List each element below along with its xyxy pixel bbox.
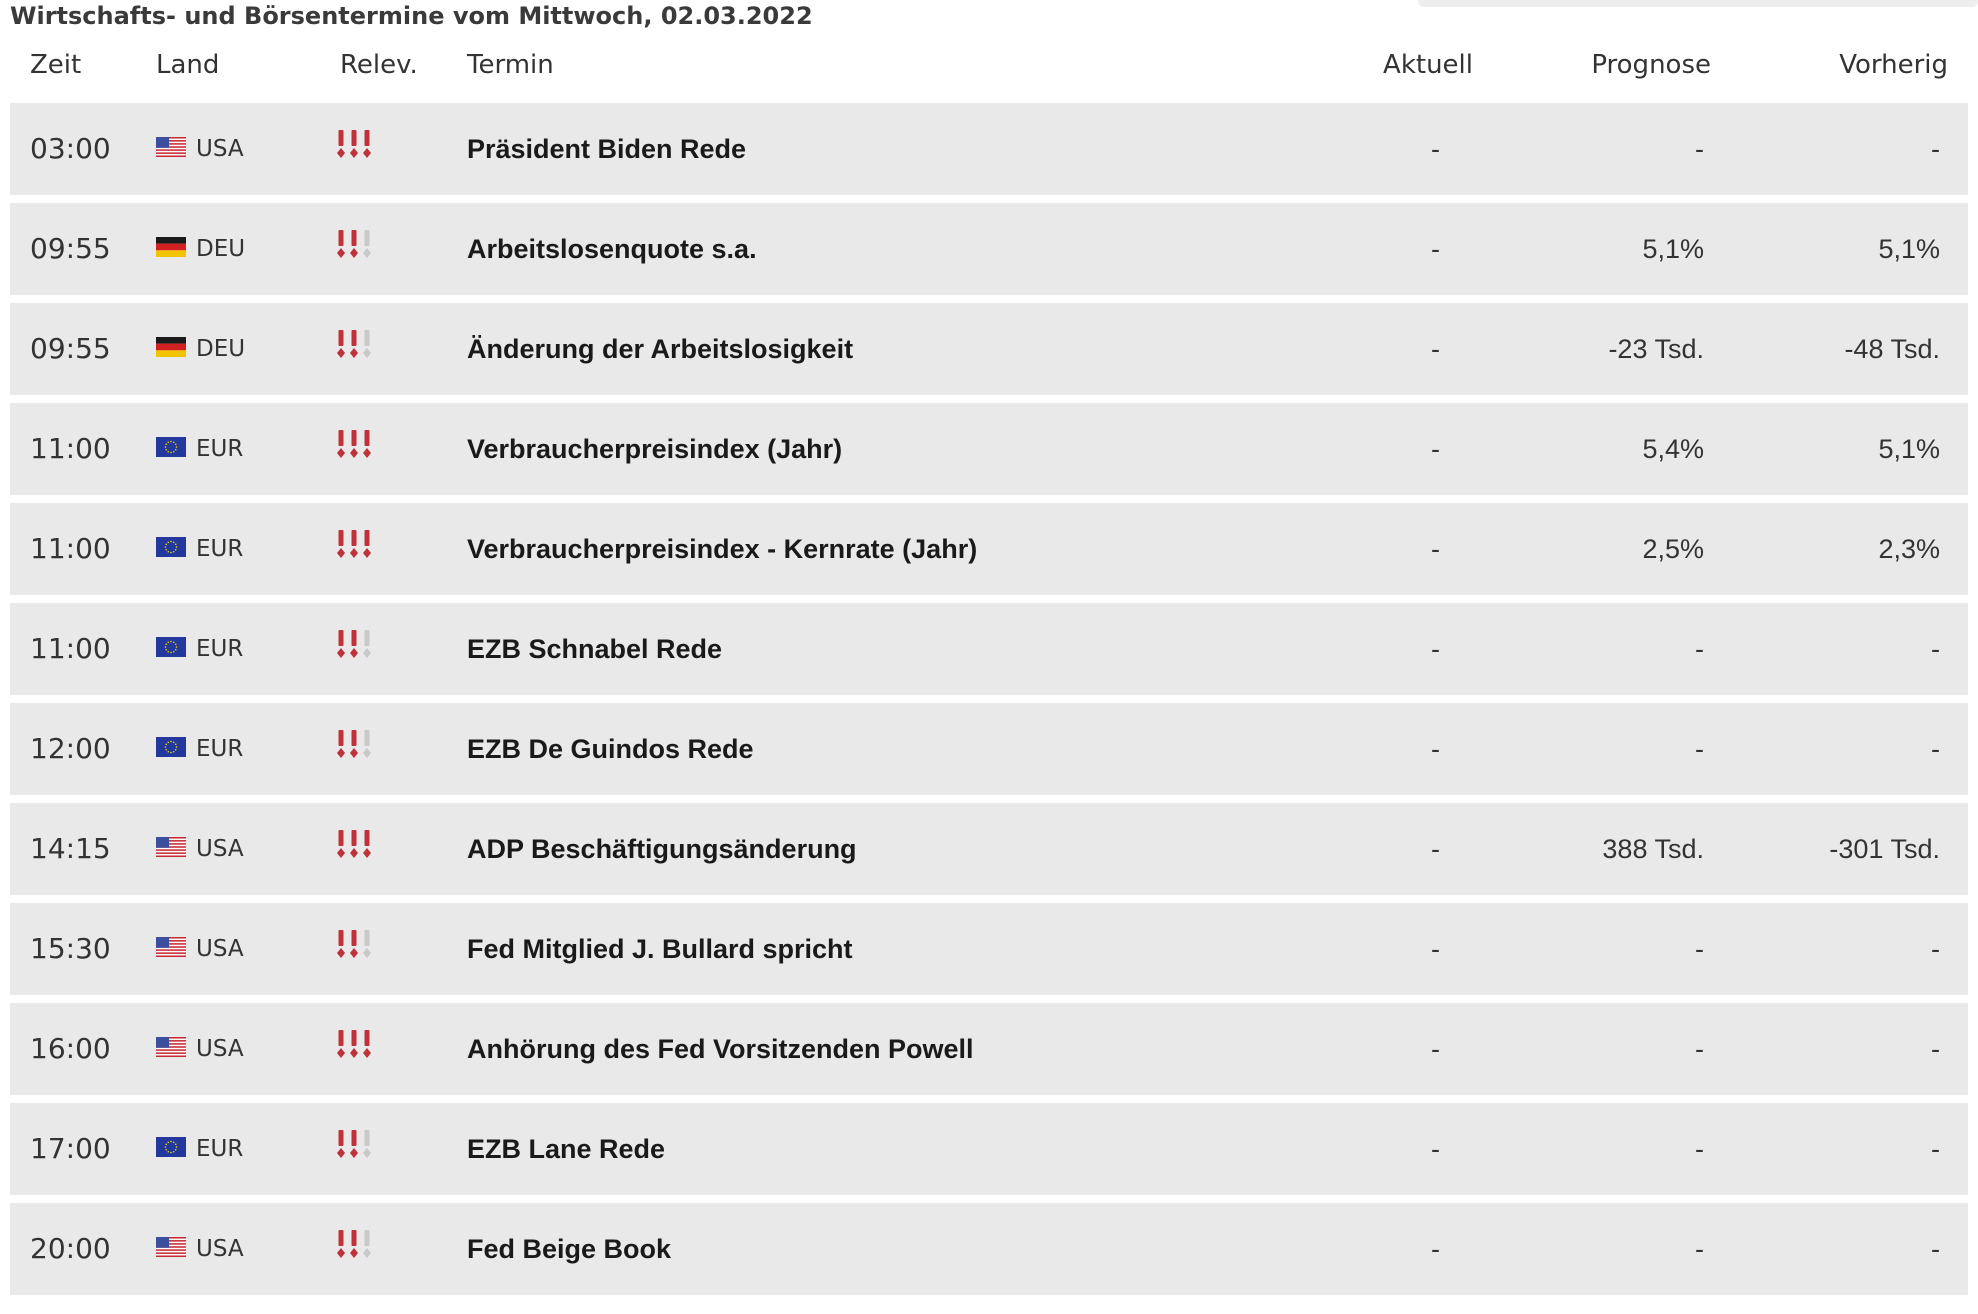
forecast-value: - [1695, 1034, 1704, 1064]
event-title: EZB Lane Rede [467, 1134, 666, 1164]
time-cell: 03:00 [30, 132, 111, 165]
eu-flag-icon [156, 737, 188, 759]
previous-value: -301 Tsd. [1829, 834, 1940, 864]
table-row[interactable] [10, 1103, 1968, 1195]
previous-value: - [1931, 1234, 1940, 1264]
forecast-value: - [1695, 134, 1704, 164]
time-cell: 11:00 [30, 632, 111, 665]
previous-value: - [1931, 734, 1940, 764]
de-flag-icon [156, 337, 188, 359]
eu-flag-icon [156, 1137, 188, 1159]
time-cell: 15:30 [30, 932, 111, 965]
column-header-relevanz: Relev. [340, 50, 418, 80]
column-header-aktuell: Aktuell [1383, 50, 1473, 80]
event-title: Fed Beige Book [467, 1234, 672, 1264]
us-flag-icon [156, 937, 188, 959]
event-title: Anhörung des Fed Vorsitzenden Powell [467, 1034, 974, 1064]
table-row[interactable] [10, 903, 1968, 995]
forecast-value: 5,4% [1642, 434, 1704, 464]
relevance-icon [337, 1028, 381, 1060]
forecast-value: - [1695, 1134, 1704, 1164]
time-cell: 17:00 [30, 1132, 111, 1165]
previous-value: 5,1% [1878, 234, 1940, 264]
relevance-icon [337, 128, 381, 160]
country-code: EUR [196, 536, 244, 562]
relevance-icon [337, 628, 381, 660]
time-cell: 12:00 [30, 732, 111, 765]
previous-value: - [1931, 934, 1940, 964]
actual-value: - [1431, 234, 1440, 264]
relevance-icon [337, 328, 381, 360]
previous-value: - [1931, 1134, 1940, 1164]
country-code: USA [196, 1036, 244, 1062]
actual-value: - [1431, 1234, 1440, 1264]
relevance-icon [337, 728, 381, 760]
table-row[interactable] [10, 703, 1968, 795]
previous-value: 5,1% [1878, 434, 1940, 464]
de-flag-icon [156, 237, 188, 259]
country-code: USA [196, 836, 244, 862]
header-decoration [1418, 0, 1978, 7]
actual-value: - [1431, 434, 1440, 464]
us-flag-icon [156, 1237, 188, 1259]
table-row[interactable] [10, 403, 1968, 495]
actual-value: - [1431, 534, 1440, 564]
actual-value: - [1431, 1134, 1440, 1164]
country-code: EUR [196, 636, 244, 662]
time-cell: 16:00 [30, 1032, 111, 1065]
table-row[interactable] [10, 203, 1968, 295]
country-code: DEU [196, 236, 246, 262]
previous-value: -48 Tsd. [1844, 334, 1940, 364]
forecast-value: -23 Tsd. [1608, 334, 1704, 364]
actual-value: - [1431, 834, 1440, 864]
table-row[interactable] [10, 103, 1968, 195]
country-code: USA [196, 936, 244, 962]
column-header-vorherig: Vorherig [1839, 50, 1948, 80]
table-header [10, 46, 1968, 86]
event-title: EZB Schnabel Rede [467, 634, 723, 664]
forecast-value: 388 Tsd. [1602, 834, 1704, 864]
table-row[interactable] [10, 503, 1968, 595]
country-code: EUR [196, 436, 244, 462]
forecast-value: 5,1% [1642, 234, 1704, 264]
time-cell: 20:00 [30, 1232, 111, 1265]
event-title: Verbraucherpreisindex - Kernrate (Jahr) [467, 534, 978, 564]
table-row[interactable] [10, 803, 1968, 895]
previous-value: - [1931, 1034, 1940, 1064]
table-row[interactable] [10, 603, 1968, 695]
event-title: Änderung der Arbeitslosigkeit [467, 334, 854, 364]
table-row[interactable] [10, 1003, 1968, 1095]
event-title: EZB De Guindos Rede [467, 734, 754, 764]
previous-value: - [1931, 134, 1940, 164]
table-row[interactable] [10, 1203, 1968, 1295]
actual-value: - [1431, 634, 1440, 664]
actual-value: - [1431, 134, 1440, 164]
eu-flag-icon [156, 537, 188, 559]
column-header-prognose: Prognose [1591, 50, 1711, 80]
eu-flag-icon [156, 437, 188, 459]
table-row[interactable] [10, 303, 1968, 395]
time-cell: 11:00 [30, 532, 111, 565]
time-cell: 11:00 [30, 432, 111, 465]
time-cell: 09:55 [30, 232, 111, 265]
actual-value: - [1431, 334, 1440, 364]
previous-value: 2,3% [1878, 534, 1940, 564]
previous-value: - [1931, 634, 1940, 664]
eu-flag-icon [156, 637, 188, 659]
actual-value: - [1431, 734, 1440, 764]
page-title: Wirtschafts- und Börsentermine vom Mittwoch, 02.03.2022 [10, 2, 813, 30]
relevance-icon [337, 228, 381, 260]
column-header-termin: Termin [467, 50, 554, 80]
time-cell: 14:15 [30, 832, 111, 865]
us-flag-icon [156, 137, 188, 159]
table-body [10, 103, 1968, 1303]
time-cell: 09:55 [30, 332, 111, 365]
country-code: DEU [196, 336, 246, 362]
us-flag-icon [156, 837, 188, 859]
country-code: EUR [196, 736, 244, 762]
actual-value: - [1431, 934, 1440, 964]
actual-value: - [1431, 1034, 1440, 1064]
relevance-icon [337, 1228, 381, 1260]
relevance-icon [337, 528, 381, 560]
forecast-value: - [1695, 634, 1704, 664]
event-title: Arbeitslosenquote s.a. [467, 234, 757, 264]
relevance-icon [337, 428, 381, 460]
event-title: Verbraucherpreisindex (Jahr) [467, 434, 843, 464]
forecast-value: - [1695, 1234, 1704, 1264]
relevance-icon [337, 928, 381, 960]
forecast-value: - [1695, 734, 1704, 764]
country-code: EUR [196, 1136, 244, 1162]
column-header-land: Land [156, 50, 220, 80]
relevance-icon [337, 828, 381, 860]
column-header-zeit: Zeit [30, 50, 82, 80]
event-title: ADP Beschäftigungsänderung [467, 834, 857, 864]
event-title: Fed Mitglied J. Bullard spricht [467, 934, 853, 964]
forecast-value: 2,5% [1642, 534, 1704, 564]
relevance-icon [337, 1128, 381, 1160]
us-flag-icon [156, 1037, 188, 1059]
event-title: Präsident Biden Rede [467, 134, 747, 164]
country-code: USA [196, 1236, 244, 1262]
forecast-value: - [1695, 934, 1704, 964]
country-code: USA [196, 136, 244, 162]
